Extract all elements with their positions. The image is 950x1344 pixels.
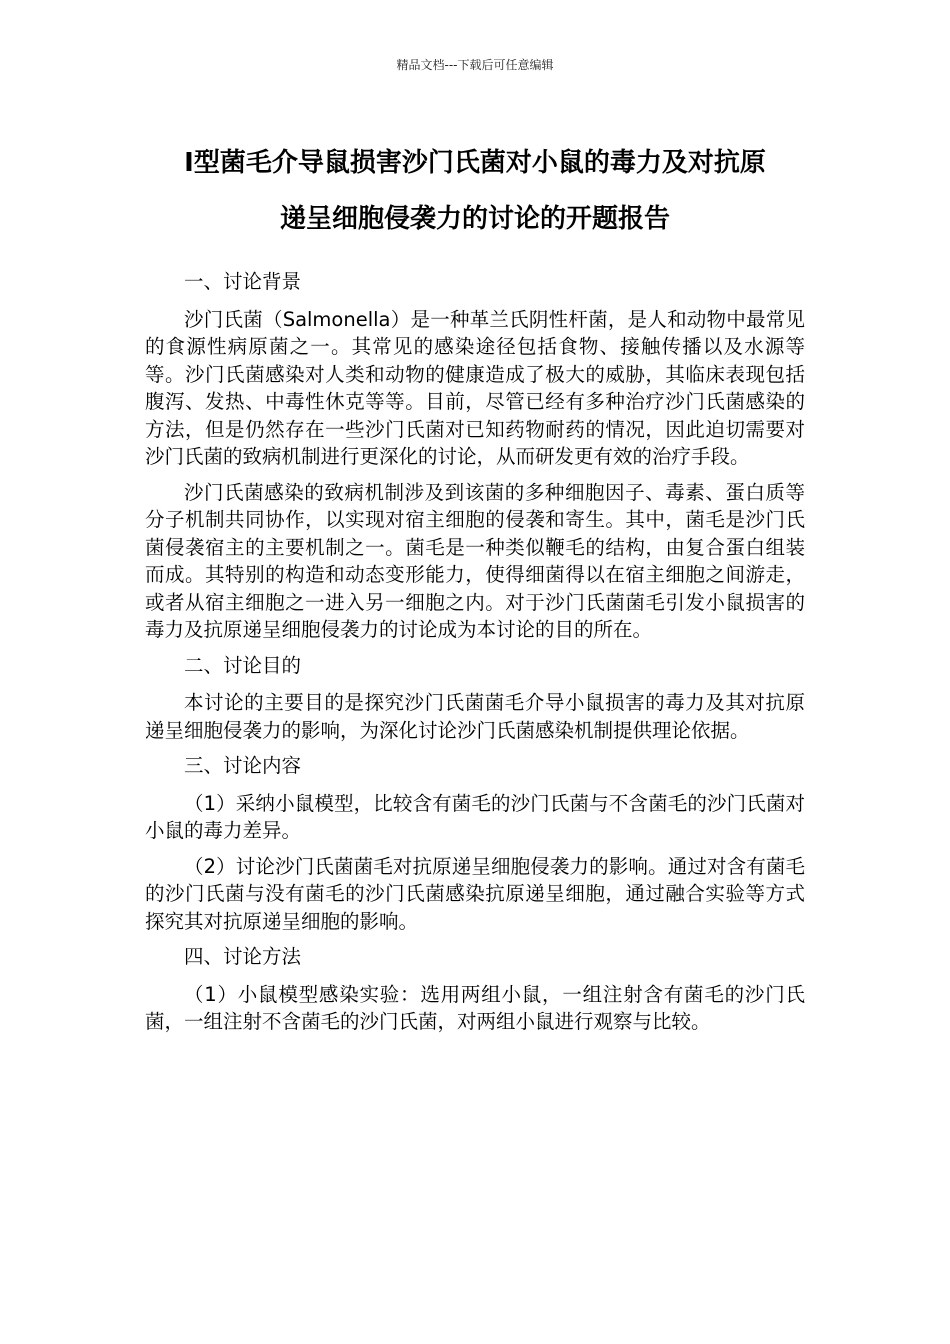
section-heading-content: 三、讨论内容 xyxy=(184,754,302,777)
title-line-2: 递呈细胞侵袭力的讨论的开题报告 xyxy=(279,204,670,234)
body-paragraph: （1）小鼠模型感染实验：选用两组小鼠，一组注射含有菌毛的沙门氏菌，一组注射不含菌毛的沙门氏菌，对两组小鼠进行观察与比较。 xyxy=(145,982,805,1033)
body-paragraph: （2）讨论沙门氏菌菌毛对抗原递呈细胞侵袭力的影响。通过对含有菌毛的沙门氏菌与没有菌毛的沙门氏菌感染抗原递呈细胞，通过融合实验等方式探究其对抗原递呈细胞的影响。 xyxy=(145,854,805,933)
section-heading-purpose: 二、讨论目的 xyxy=(184,653,302,677)
body-paragraph: （1）采纳小鼠模型，比较含有菌毛的沙门氏菌与不含菌毛的沙门氏菌对小鼠的毒力差异。 xyxy=(145,791,805,842)
body-paragraph: 沙门氏菌感染的致病机制涉及到该菌的多种细胞因子、毒素、蛋白质等分子机制共同协作，以实现对宿主细胞的侵袭和寄生。其中，菌毛是沙门氏菌侵袭宿主的主要机制之一。菌毛是一种类似鞭毛的结构，由复合蛋白组装而成。其特别的构造和动态变形能力，使得细菌得以在宿主细胞之间游走，或者从宿主细胞之一进入另一细胞之内。对于沙门氏菌菌毛引发小鼠损害的毒力及抗原递呈细胞侵袭力的讨论成为本讨论的目的所在。 xyxy=(145,480,805,641)
section-heading-methods: 四、讨论方法 xyxy=(184,945,302,968)
section-heading-background: 一、讨论背景 xyxy=(184,270,302,293)
body-paragraph: 本讨论的主要目的是探究沙门氏菌菌毛介导小鼠损害的毒力及其对抗原递呈细胞侵袭力的影响，为深化讨论沙门氏菌感染机制提供理论依据。 xyxy=(145,691,805,742)
document-body xyxy=(145,268,805,1044)
title-line-1: Ⅰ型菌毛介导鼠损害沙门氏菌对小鼠的毒力及对抗原 xyxy=(184,148,766,178)
header-note: 精品文档---下载后可任意编辑 xyxy=(396,58,554,72)
document-title xyxy=(120,135,830,247)
body-paragraph: 沙门氏菌（Salmonella）是一种革兰氏阴性杆菌，是人和动物中最常见的食源性病原菌之一。其常见的感染途径包括食物、接触传播以及水源等等。沙门氏菌感染对人类和动物的健康造成了极大的威胁，其临床表现包括腹泻、发热、中毒性休克等等。目前，尽管已经有多种治疗沙门氏菌感染的方法，但是仍然存在一些沙门氏菌对已知药物耐药的情况，因此迫切需要对沙门氏菌的致病机制进行更深化的讨论，从而研发更有效的治疗手段。 xyxy=(145,307,805,468)
